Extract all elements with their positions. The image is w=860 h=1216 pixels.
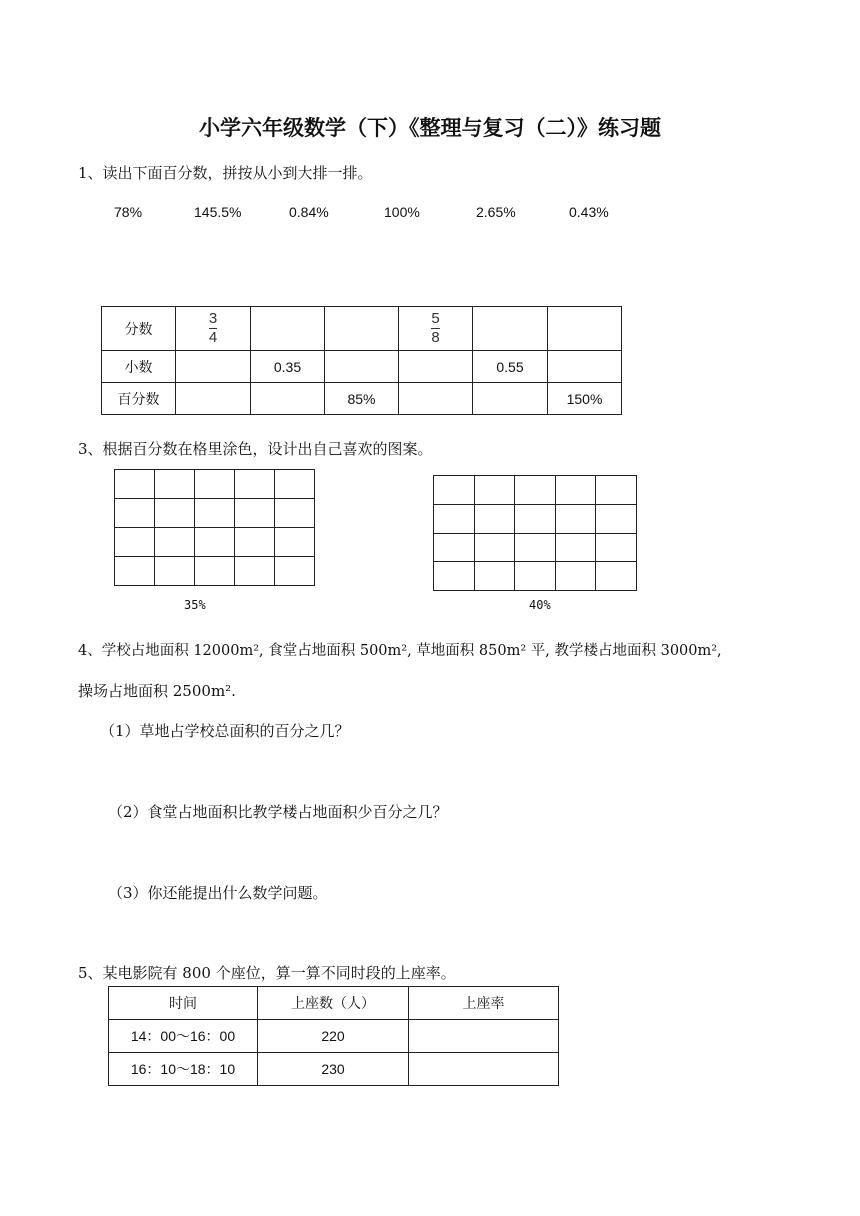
page-title: 小学六年级数学（下）《整理与复习（二）》练习题 [199, 116, 661, 140]
count-cell: 230 [258, 1053, 409, 1086]
header-time: 时间 [109, 987, 258, 1020]
answer-cell[interactable] [176, 383, 251, 415]
conversion-table [101, 306, 622, 415]
percent-value: 145.5% [194, 204, 242, 220]
decimal-value: 0.35 [251, 351, 325, 383]
fraction-cell [176, 307, 251, 351]
coloring-grid-2[interactable] [433, 475, 637, 591]
denominator: 4 [208, 329, 218, 346]
question-5-text: 5、某电影院有 800 个座位，算一算不同时段的上座率。 [78, 964, 456, 982]
answer-cell[interactable] [548, 307, 622, 351]
answer-cell[interactable] [325, 351, 399, 383]
percent-value: 150% [548, 383, 622, 415]
question-4-sub-1: （1）草地占学校总面积的百分之几？ [100, 722, 350, 740]
answer-cell[interactable] [399, 383, 473, 415]
grid-1-label: 35% [184, 598, 206, 612]
row-label-fraction: 分数 [102, 307, 176, 351]
rate-answer-cell[interactable] [409, 1020, 559, 1053]
time-cell: 14：00～16：00 [109, 1020, 258, 1053]
numerator: 5 [431, 310, 440, 327]
percent-value: 2.65% [476, 204, 516, 220]
answer-cell[interactable] [251, 383, 325, 415]
answer-cell[interactable] [399, 351, 473, 383]
time-cell: 16：10～18：10 [109, 1053, 258, 1086]
cinema-table [108, 986, 559, 1086]
answer-cell[interactable] [176, 351, 251, 383]
fraction-five-eighths [431, 311, 439, 346]
question-1-text: 1、读出下面百分数，拼按从小到大排一排。 [78, 164, 373, 182]
header-count: 上座数（人） [258, 987, 409, 1020]
numerator: 3 [208, 310, 218, 327]
percent-value: 78% [114, 204, 143, 220]
fraction-three-quarters [209, 311, 217, 346]
count-cell: 220 [258, 1020, 409, 1053]
percent-value: 0.84% [289, 204, 329, 220]
row-label-decimal: 小数 [102, 351, 176, 383]
percent-value: 85% [325, 383, 399, 415]
header-rate: 上座率 [409, 987, 559, 1020]
answer-cell[interactable] [548, 351, 622, 383]
percent-value: 0.43% [569, 204, 609, 220]
answer-cell[interactable] [325, 307, 399, 351]
answer-cell[interactable] [473, 383, 548, 415]
grid-2-label: 40% [529, 598, 551, 612]
denominator: 8 [431, 329, 440, 346]
question-3-text: 3、根据百分数在格里涂色，设计出自己喜欢的图案。 [78, 440, 433, 458]
rate-answer-cell[interactable] [409, 1053, 559, 1086]
question-4-sub-3: （3）你还能提出什么数学问题。 [108, 884, 328, 902]
question-4-text: 4、学校占地面积 12000m², 食堂占地面积 500m², 草地面积 850m² 平, 教学楼占地面积 3000m², [78, 643, 722, 659]
row-label-percent: 百分数 [102, 383, 176, 415]
question-4-text-cont: 操场占地面积 2500m². [78, 682, 236, 700]
percent-value: 100% [384, 204, 420, 220]
answer-cell[interactable] [473, 307, 548, 351]
question-4-sub-2: （2）食堂占地面积比教学楼占地面积少百分之几？ [108, 803, 448, 821]
answer-cell[interactable] [251, 307, 325, 351]
coloring-grid-1[interactable] [114, 469, 315, 586]
decimal-value: 0.55 [473, 351, 548, 383]
fraction-cell [399, 307, 473, 351]
